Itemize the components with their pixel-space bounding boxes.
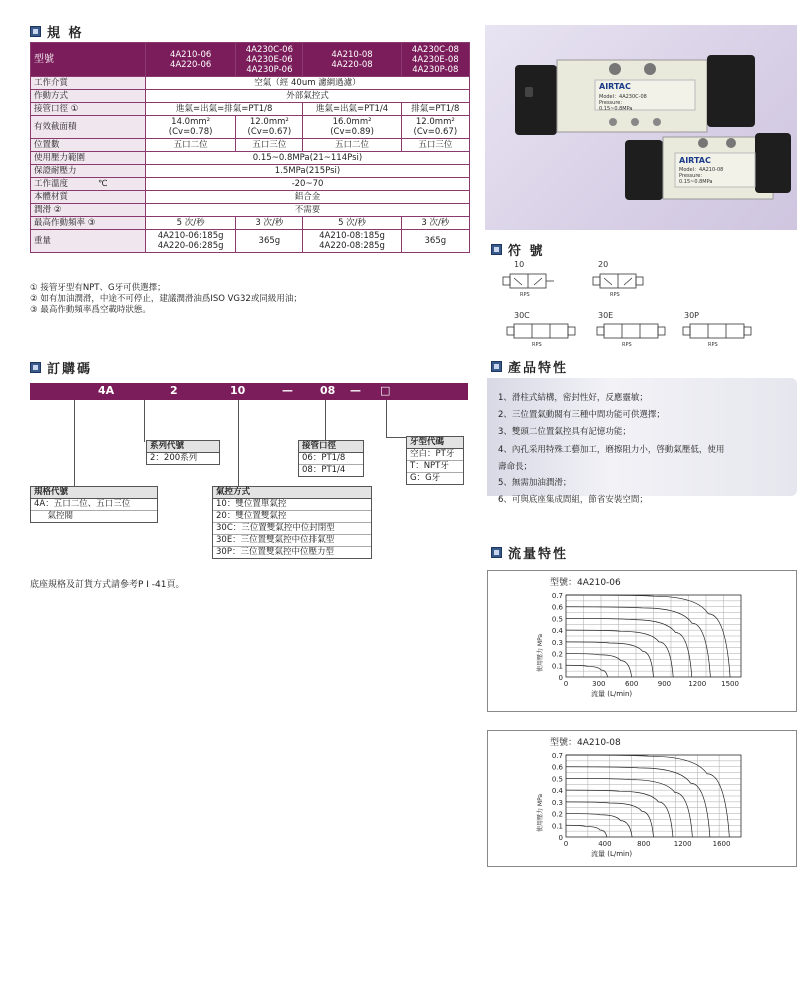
spec-row [31,165,470,178]
control-header: 氣控方式 [213,487,371,499]
spec-row [31,77,470,90]
order-title [30,358,92,377]
features-title-text: 產品特性 [508,361,569,376]
order-footnote: 底座規格及訂貨方式請參考P I -41頁。 [30,580,185,590]
y-axis-label: 使用壓力 MPa [537,793,544,832]
code-port: 08 [320,384,336,397]
spec-label: 接管口徑 ① [31,103,146,116]
spec-value: -20~70 [146,178,470,191]
spec-code-header: 規格代號 [31,487,157,499]
x-tick-label: 1600 [712,840,731,848]
code-dash: — [350,384,361,397]
order-title-text: 訂購碼 [47,362,93,377]
symbol-label: 30C [514,311,530,320]
chart-title: 型號：4A210-06 [550,578,621,588]
brand-label: AIRTAC [599,82,631,91]
spec-value: 進氣=出氣=PT1/4 [303,103,401,116]
control-row: 30P：三位置雙氣控中位壓力型 [216,547,334,557]
spec-row [31,230,470,253]
flow-chart-1 [487,570,797,712]
feature-item: 2、三位置氣動閥有三種中間功能可供選擇； [498,410,665,420]
series-code-box [146,440,220,465]
spec-label: 最高作動頻率 ③ [31,217,146,230]
symbol-label: 30P [684,311,700,320]
spec-unit: ℃ [98,178,108,189]
spec-value: 365g [401,230,469,253]
y-tick-label: 0.1 [551,662,563,671]
flow-title-text: 流量特性 [508,547,569,562]
spec-value: 0.15~0.8MPa(21~114Psi) [146,152,470,165]
y-tick-label: 0.7 [551,592,563,600]
spec-row [31,204,470,217]
features-title [491,357,568,376]
code-dash: — [282,384,293,397]
symbol-ports: RPS [708,342,718,348]
spec-value: 12.0mm² (Cv=0.67) [401,116,469,139]
spec-value: 16.0mm² (Cv=0.89) [303,116,401,139]
control-row: 30C：三位置雙氣控中位封閉型 [213,523,371,535]
section-square-icon [30,26,41,37]
section-square-icon [491,244,502,255]
code-control: 10 [230,384,246,397]
valve-illustration [485,25,797,230]
spec-value: 4A210-08:185g 4A220-08:285g [303,230,401,253]
thread-row: 空白：PT牙 [407,449,463,461]
section-square-icon [491,361,502,372]
spec-code-row: 4A：五口二位、五口三位 [31,499,157,511]
spec-label: 保證耐壓力 [31,165,146,178]
symbol-label: 10 [514,260,525,269]
y-tick-label: 0.2 [551,810,563,819]
feature-item: 壽命長； [498,462,533,472]
spec-value: 365g [236,230,303,253]
spec-row [31,191,470,204]
spec-value: 空氣（經 40um 濾網過濾） [146,77,470,90]
port-header: 接管口徑 [299,441,363,453]
x-tick-label: 300 [592,680,606,688]
spec-value: 3 次/秒 [401,217,469,230]
symbol-ports: RPS [610,292,620,298]
symbol-label: 30E [598,311,614,320]
thread-code-box [406,436,464,485]
flow-chart-2 [487,730,797,867]
spec-value: 5 次/秒 [146,217,236,230]
spec-header-col2: 4A230C-06 4A230E-06 4A230P-06 [236,43,303,77]
spec-value: 14.0mm² (Cv=0.78) [146,116,236,139]
model-label: Model：4A230C-08 [599,94,647,100]
spec-row [31,217,470,230]
port-code-box [298,440,364,477]
spec-value: 五口二位 [303,139,401,152]
spec-value: 12.0mm² (Cv=0.67) [236,116,303,139]
spec-value: 5 次/秒 [303,217,401,230]
feature-item: 5、無需加油潤滑； [498,478,572,488]
spec-value: 五口二位 [146,139,236,152]
valve-symbols [500,268,800,358]
y-tick-label: 0.3 [551,638,563,647]
y-tick-label: 0.6 [551,763,563,772]
y-tick-label: 0.4 [551,627,563,636]
spec-value: 五口三位 [401,139,469,152]
symbols-title-text: 符 號 [508,244,545,259]
spec-row [31,139,470,152]
symbol-ports: RPS [622,342,632,348]
spec-label: 工作介質 [31,77,146,90]
symbols-title [491,240,545,259]
series-header: 系列代號 [147,441,219,453]
control-row: 20：雙位置雙氣控 [213,511,371,523]
spec-header-label: 型號 [31,43,146,77]
x-tick-label: 900 [657,680,672,688]
x-axis-label: 流量 (L/min) [591,690,633,698]
x-tick-label: 400 [598,840,612,848]
spec-title-text: 規 格 [47,26,84,41]
y-tick-label: 0.1 [551,822,563,831]
y-tick-label: 0.2 [551,650,563,659]
y-tick-label: 0.4 [551,787,563,796]
spec-code-row: 氣控閥 [34,511,74,521]
range-label: 0.15~0.8MPa [679,179,713,185]
thread-header: 牙型代碼 [407,437,463,449]
feature-item: 1、滑柱式結構，密封性好，反應靈敏； [498,393,648,403]
spec-value: 4A210-06:185g 4A220-06:285g [146,230,236,253]
symbol-ports: RPS [532,342,542,348]
symbol-ports: RPS [520,292,530,298]
product-photo [485,25,797,230]
feature-item: 4、內孔采用特殊工藝加工，磨擦阻力小，啓動氣壓低，使用 [498,445,725,455]
spec-row [31,116,470,139]
x-tick-label: 0 [563,680,569,688]
spec-value: 排氣=PT1/8 [401,103,469,116]
pressure-label: Pressure： [679,173,706,179]
spec-label: 重量 [31,230,146,253]
control-row: 30E：三位置雙氣控中位排氣型 [213,535,371,547]
spec-value: 鋁合金 [146,191,470,204]
spec-header-col1: 4A210-06 4A220-06 [146,43,236,77]
note-item: ③ 最高作動頻率爲空載時狀態。 [30,305,151,315]
spec-value: 3 次/秒 [236,217,303,230]
section-square-icon [30,362,41,373]
spec-header-col4: 4A230C-08 4A230E-08 4A230P-08 [401,43,469,77]
spec-label: 使用壓力範圍 [31,152,146,165]
spec-label: 潤滑 ② [31,204,146,217]
range-label: 0.15~0.8MPa [599,106,633,112]
y-tick-label: 0.7 [551,752,563,760]
x-tick-label: 1200 [673,840,692,848]
port-row: 08：PT1/4 [302,465,346,475]
spec-label-text: 工作溫度 [34,178,69,189]
spec-label: 有效截面積 [31,116,146,139]
spec-label [31,178,146,191]
spec-row [31,103,470,116]
y-tick-label: 0.5 [551,775,563,784]
thread-row: G：G牙 [410,473,441,483]
symbol-label: 20 [598,260,609,269]
spec-header-row [31,43,470,77]
spec-header-col3: 4A210-08 4A220-08 [303,43,401,77]
code-4a: 4A [98,384,115,397]
x-tick-label: 1200 [688,680,707,688]
control-row: 10：雙位置單氣控 [213,499,371,511]
spec-table [30,42,470,253]
model-label: Model：4A210-08 [679,167,724,173]
control-code-box [212,486,372,559]
spec-value: 五口三位 [236,139,303,152]
brand-label: AIRTAC [679,156,711,165]
x-tick-label: 800 [637,840,651,848]
code-series: 2 [170,384,178,397]
note-item: ① 接管牙型有NPT、G牙可供選擇； [30,283,166,293]
spec-value: 外部氣控式 [146,90,470,103]
feature-item: 3、雙頭二位置氣控具有記憶功能； [498,427,631,437]
flow-chart-svg [488,571,796,711]
x-tick-label: 600 [624,680,639,688]
x-axis-label: 流量 (L/min) [591,850,633,858]
spec-label: 位置數 [31,139,146,152]
y-tick-label: 0 [558,674,563,682]
spec-code-box [30,486,158,523]
order-code-bar [30,383,468,400]
y-tick-label: 0.6 [551,603,563,612]
y-tick-label: 0.3 [551,798,563,807]
y-tick-label: 0.5 [551,615,563,624]
x-tick-label: 0 [563,840,569,848]
feature-item: 6、可與底座集成間組，節省安裝空間； [498,495,648,505]
spec-row [31,152,470,165]
port-row: 06：PT1/8 [299,453,363,465]
spec-title [30,22,84,41]
spec-label: 作動方式 [31,90,146,103]
chart-title: 型號：4A210-08 [550,738,621,748]
spec-value: 進氣=出氣=排氣=PT1/8 [146,103,303,116]
flow-title [491,543,568,562]
flow-chart-svg [488,731,796,866]
x-tick-label: 1500 [721,680,739,688]
code-thread: □ [380,384,391,397]
thread-row: T：NPT牙 [407,461,463,473]
y-tick-label: 0 [558,834,563,842]
note-item: ② 如有加油潤滑，中途不可停止，建議潤滑油爲ISO VG32或同級用油； [30,294,302,304]
pressure-label: Pressure： [599,100,626,106]
y-axis-label: 使用壓力 MPa [537,633,544,672]
spec-value: 不需要 [146,204,470,217]
spec-label: 本體材質 [31,191,146,204]
spec-value: 1.5MPa(215Psi) [146,165,470,178]
spec-row [31,90,470,103]
spec-notes [30,283,302,316]
section-square-icon [491,547,502,558]
spec-row [31,178,470,191]
series-row: 2：200系列 [150,453,198,463]
